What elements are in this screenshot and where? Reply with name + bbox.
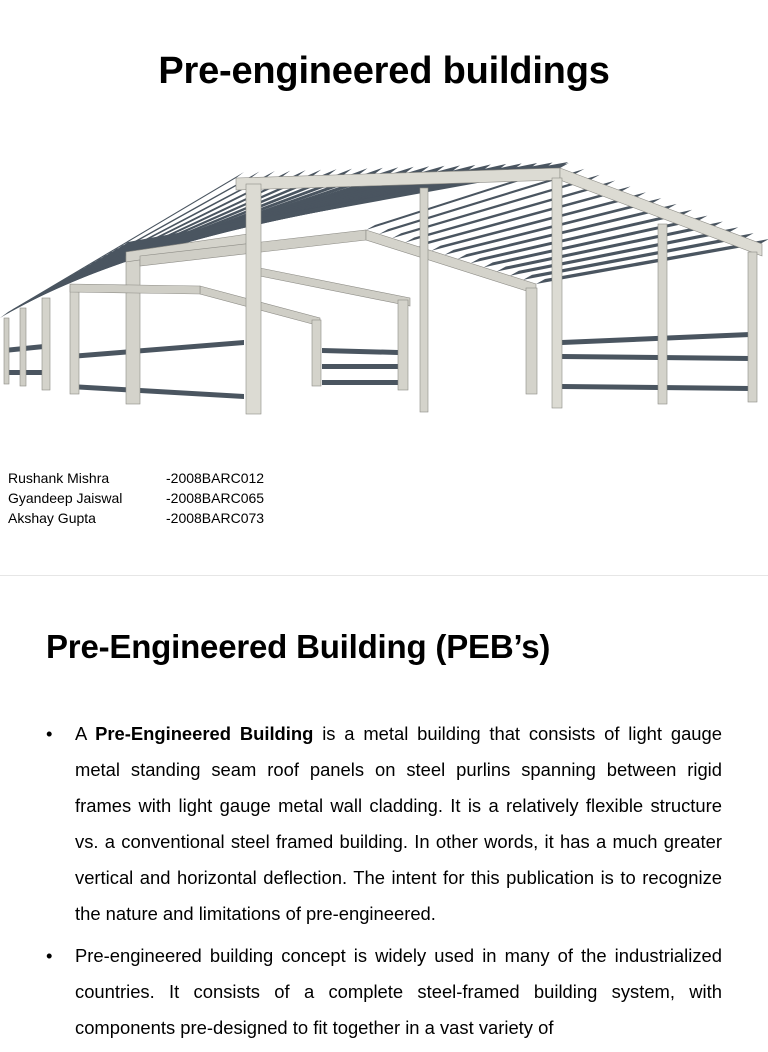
wall-girt: [322, 364, 398, 369]
author-row: [8, 468, 264, 488]
steel-frame-drawing: [0, 148, 768, 420]
wall-girt: [562, 384, 750, 391]
roof-purlin: [418, 186, 630, 246]
bullet-dot: •: [46, 723, 53, 744]
wall-girt: [70, 384, 244, 399]
author-name: Rushank Mishra: [8, 470, 110, 486]
wall-girt: [70, 340, 244, 359]
wall-girt: [562, 332, 750, 345]
author-row: [8, 488, 264, 508]
wall-girt: [562, 354, 750, 361]
rigid-frames: [4, 168, 762, 414]
author-id: -2008BARC012: [166, 470, 265, 486]
author-name: Akshay Gupta: [8, 510, 96, 526]
wall-girt: [322, 348, 398, 355]
author-list: [8, 468, 264, 528]
bullet-item: [46, 716, 722, 932]
author-row: [8, 508, 264, 528]
slide-definition: [0, 576, 768, 1038]
slide-title-heading: Pre-engineered buildings: [158, 50, 610, 92]
bullet-text: Pre-engineered building concept is widely used in many of the industrialized countries. It consists of a complete steel-framed building system, with components pre-designed to fit together in a vast variety of: [75, 945, 722, 1038]
bullet-item: [46, 938, 722, 1046]
bullet-text: is a metal building that consists of light gauge metal standing seam roof panels on steel purlins spanning between rigid frames with light gauge metal wall cladding. It is a relatively flexible structure vs. a conventional steel framed building. In other words, it has a much greater vertical and horizontal deflection. The intent for this publication is to recognize the nature and limitations of pre-engineered.: [75, 723, 722, 924]
wall-girts: [4, 332, 750, 399]
bullet-bold-term: Pre-Engineered Building: [95, 723, 314, 744]
bullet-dot: •: [46, 945, 53, 966]
building-frame-image: [0, 148, 768, 420]
bullet-prefix: A: [75, 723, 96, 744]
author-name: Gyandeep Jaiswal: [8, 490, 123, 506]
author-id: -2008BARC065: [166, 490, 265, 506]
wall-girt: [322, 380, 398, 385]
slide-definition-heading: Pre-Engineered Building (PEB’s): [46, 628, 551, 665]
author-id: -2008BARC073: [166, 510, 265, 526]
bullet-list: [46, 716, 722, 1052]
